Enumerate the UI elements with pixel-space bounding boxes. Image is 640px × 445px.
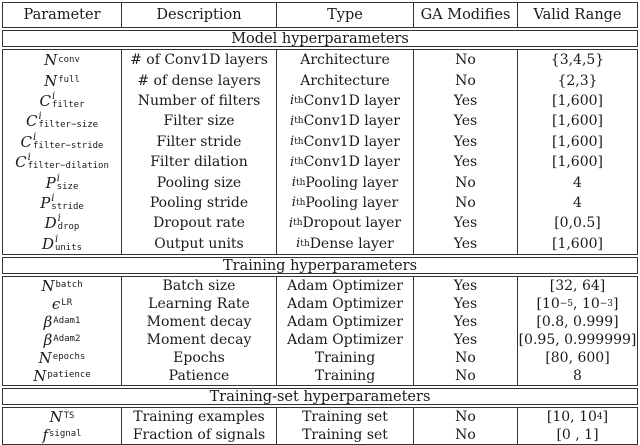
parameter-cell bbox=[3, 408, 121, 426]
table-row bbox=[3, 408, 637, 426]
type-cell: i th Conv1D layer bbox=[276, 91, 413, 111]
parameter-symbol: D bbox=[41, 234, 54, 253]
ga-modifies-cell: Yes bbox=[413, 152, 517, 172]
ga-modifies-cell: No bbox=[413, 172, 517, 192]
parameter-cell bbox=[3, 426, 121, 444]
parameter-indices: Adam1 bbox=[53, 316, 81, 327]
parameter-symbol: f bbox=[42, 425, 49, 444]
type-cell: Training set bbox=[276, 408, 413, 426]
parameter-cell bbox=[3, 313, 121, 331]
ga-modifies-cell: Yes bbox=[413, 91, 517, 111]
description-cell: Dropout rate bbox=[121, 213, 276, 233]
parameter-symbol: N bbox=[44, 71, 58, 90]
valid-range-cell: 4 bbox=[517, 193, 637, 213]
table-row bbox=[3, 152, 637, 172]
table-row bbox=[3, 313, 637, 331]
table-header bbox=[2, 2, 638, 28]
description-cell: Training examples bbox=[121, 408, 276, 426]
table-row bbox=[3, 213, 637, 233]
valid-range-cell: [1,600] bbox=[517, 234, 637, 254]
parameter-indices: i filter−dilation bbox=[27, 152, 109, 172]
training-section-body bbox=[2, 276, 638, 386]
description-cell: Filter dilation bbox=[121, 152, 276, 172]
valid-range-cell: [80, 600] bbox=[517, 349, 637, 367]
parameter-symbol: P bbox=[45, 173, 56, 192]
parameter-cell bbox=[3, 213, 121, 233]
valid-range-cell: [10 −5 , 10 −3 ] bbox=[517, 295, 637, 313]
parameter-cell bbox=[3, 331, 121, 349]
parameter-indices: signal bbox=[49, 429, 82, 440]
table-row bbox=[3, 50, 637, 70]
parameter-symbol: N bbox=[38, 348, 52, 367]
ga-modifies-cell: Yes bbox=[413, 295, 517, 313]
valid-range-cell: [1,600] bbox=[517, 152, 637, 172]
parameter-indices: i drop bbox=[57, 213, 80, 233]
type-cell: Adam Optimizer bbox=[276, 313, 413, 331]
description-cell: Pooling stride bbox=[121, 193, 276, 213]
valid-range-cell: [1,600] bbox=[517, 91, 637, 111]
parameter-cell bbox=[3, 172, 121, 192]
table-row bbox=[3, 172, 637, 192]
table-row bbox=[3, 295, 637, 313]
ga-modifies-cell: Yes bbox=[413, 213, 517, 233]
parameter-indices: i filter−stride bbox=[33, 131, 104, 151]
valid-range-cell: [0.8, 0.999] bbox=[517, 313, 637, 331]
table-row bbox=[3, 91, 637, 111]
ga-modifies-cell: Yes bbox=[413, 313, 517, 331]
type-cell: Adam Optimizer bbox=[276, 277, 413, 295]
table-row bbox=[3, 70, 637, 90]
parameter-indices: i units bbox=[54, 233, 83, 253]
table-row bbox=[3, 193, 637, 213]
description-cell: Epochs bbox=[121, 349, 276, 367]
section-title-training: Training hyperparameters bbox=[2, 257, 638, 274]
table-row bbox=[3, 349, 637, 367]
table-row bbox=[3, 234, 637, 254]
type-cell: Adam Optimizer bbox=[276, 331, 413, 349]
description-cell: Batch size bbox=[121, 277, 276, 295]
description-cell: Pooling size bbox=[121, 172, 276, 192]
parameter-cell bbox=[3, 152, 121, 172]
ga-modifies-cell: No bbox=[413, 193, 517, 213]
description-cell: Fraction of signals bbox=[121, 426, 276, 444]
table-row bbox=[3, 111, 637, 131]
parameter-cell bbox=[3, 132, 121, 152]
type-cell: i th Conv1D layer bbox=[276, 111, 413, 131]
description-cell: # of dense layers bbox=[121, 70, 276, 90]
parameter-cell bbox=[3, 277, 121, 295]
parameter-cell bbox=[3, 70, 121, 90]
parameter-indices: batch bbox=[55, 280, 83, 291]
type-cell: i th Dropout layer bbox=[276, 213, 413, 233]
description-cell: Moment decay bbox=[121, 331, 276, 349]
parameter-symbol: N bbox=[49, 407, 63, 426]
valid-range-cell: [0.95, 0.999999] bbox=[518, 331, 637, 348]
valid-range-cell: [10, 10 4 ] bbox=[517, 408, 637, 426]
ga-modifies-cell: No bbox=[413, 50, 517, 70]
ga-modifies-cell: No bbox=[413, 367, 517, 385]
parameter-indices: conv bbox=[58, 54, 80, 65]
parameter-indices: i filter bbox=[51, 90, 85, 110]
type-cell: i th Pooling layer bbox=[276, 172, 413, 192]
type-cell: Training set bbox=[276, 426, 413, 444]
parameter-symbol: β bbox=[43, 312, 53, 331]
parameter-symbol: C bbox=[39, 91, 51, 110]
valid-range-cell: [0,0.5] bbox=[517, 213, 637, 233]
table-row bbox=[3, 277, 637, 295]
section-title-model: Model hyperparameters bbox=[2, 30, 638, 47]
ga-modifies-cell: Yes bbox=[413, 132, 517, 152]
description-cell: Filter size bbox=[121, 111, 276, 131]
column-header-ga-modifies: GA Modifies bbox=[413, 3, 517, 27]
valid-range-cell: [0 , 1] bbox=[517, 426, 637, 444]
valid-range-cell: 8 bbox=[517, 367, 637, 385]
table-row bbox=[3, 331, 637, 349]
parameter-indices: i size bbox=[56, 172, 79, 192]
type-cell: i th Pooling layer bbox=[276, 193, 413, 213]
type-cell: Adam Optimizer bbox=[276, 295, 413, 313]
type-cell: Architecture bbox=[276, 50, 413, 70]
parameter-symbol: ϵ bbox=[51, 294, 61, 313]
parameter-indices: LR bbox=[61, 298, 73, 309]
parameter-indices: patience bbox=[47, 370, 91, 381]
parameter-indices: Adam2 bbox=[53, 334, 81, 345]
model-section-body bbox=[2, 49, 638, 255]
valid-range-cell: 4 bbox=[517, 172, 637, 192]
parameter-cell bbox=[3, 295, 121, 313]
parameter-symbol: C bbox=[25, 112, 38, 131]
type-cell: Architecture bbox=[276, 70, 413, 90]
parameter-symbol: C bbox=[20, 132, 33, 151]
parameter-symbol: N bbox=[41, 276, 55, 295]
column-header-description: Description bbox=[121, 3, 276, 27]
parameter-cell bbox=[3, 349, 121, 367]
valid-range-cell: [1,600] bbox=[517, 111, 637, 131]
parameter-symbol: P bbox=[40, 193, 51, 212]
type-cell: Training bbox=[276, 349, 413, 367]
description-cell: Learning Rate bbox=[121, 295, 276, 313]
parameter-indices: epochs bbox=[52, 352, 86, 363]
column-header-parameter: Parameter bbox=[23, 7, 101, 23]
parameter-indices: i stride bbox=[51, 192, 84, 212]
parameter-symbol: D bbox=[44, 214, 57, 233]
parameter-cell bbox=[3, 193, 121, 213]
description-cell: Moment decay bbox=[121, 313, 276, 331]
description-cell: Output units bbox=[121, 234, 276, 254]
type-cell: i th Conv1D layer bbox=[276, 132, 413, 152]
parameter-indices: full bbox=[58, 75, 80, 86]
parameter-symbol: N bbox=[44, 51, 58, 70]
ga-modifies-cell: Yes bbox=[413, 331, 517, 349]
parameter-cell bbox=[3, 91, 121, 111]
ga-modifies-cell: Yes bbox=[413, 234, 517, 254]
table-row bbox=[3, 132, 637, 152]
ga-modifies-cell: No bbox=[413, 349, 517, 367]
description-cell: # of Conv1D layers bbox=[121, 50, 276, 70]
parameter-cell bbox=[3, 234, 121, 254]
parameter-symbol: β bbox=[43, 330, 53, 349]
valid-range-cell: [32, 64] bbox=[517, 277, 637, 295]
ga-modifies-cell: No bbox=[413, 426, 517, 444]
type-cell: Training bbox=[276, 367, 413, 385]
column-header-valid-range: Valid Range bbox=[517, 3, 637, 27]
parameter-indices: TS bbox=[63, 411, 75, 422]
description-cell: Number of filters bbox=[121, 91, 276, 111]
valid-range-cell: {2,3} bbox=[517, 70, 637, 90]
ga-modifies-cell: No bbox=[413, 408, 517, 426]
ga-modifies-cell: Yes bbox=[413, 277, 517, 295]
ga-modifies-cell: No bbox=[413, 70, 517, 90]
hyperparameter-table bbox=[2, 2, 638, 445]
parameter-symbol: C bbox=[15, 153, 27, 172]
type-cell: i th Conv1D layer bbox=[276, 152, 413, 172]
table-row bbox=[3, 426, 637, 444]
description-cell: Patience bbox=[121, 367, 276, 385]
description-cell: Filter stride bbox=[121, 132, 276, 152]
parameter-indices: i filter−size bbox=[38, 111, 99, 131]
valid-range-cell: [1,600] bbox=[517, 132, 637, 152]
type-cell: i th Dense layer bbox=[276, 234, 413, 254]
ga-modifies-cell: Yes bbox=[413, 111, 517, 131]
section-title-training-set: Training-set hyperparameters bbox=[2, 388, 638, 405]
parameter-symbol: N bbox=[33, 366, 47, 385]
valid-range-cell: {3,4,5} bbox=[517, 50, 637, 70]
table-row bbox=[3, 367, 637, 385]
parameter-cell bbox=[3, 367, 121, 385]
parameter-cell bbox=[3, 50, 121, 70]
parameter-cell bbox=[3, 111, 121, 131]
column-header-type: Type bbox=[276, 3, 413, 27]
